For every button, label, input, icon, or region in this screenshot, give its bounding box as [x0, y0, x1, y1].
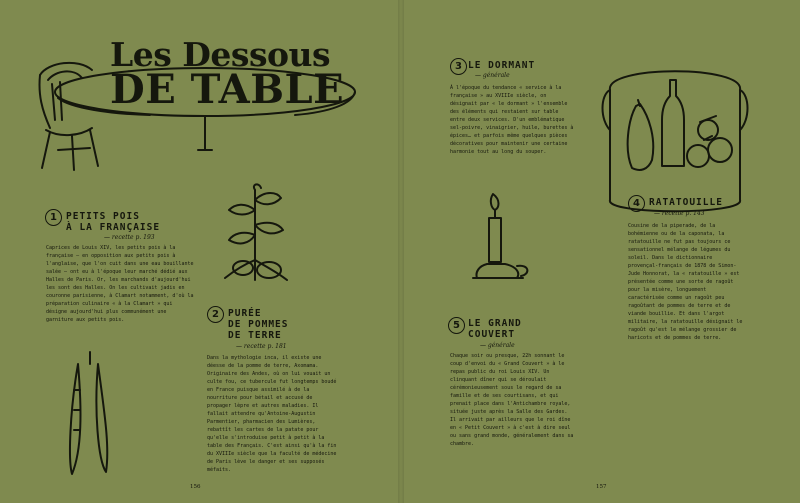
- section-number-badge: 1: [45, 209, 62, 226]
- section-number-badge: 4: [628, 195, 645, 212]
- potato-plant-illustration: [215, 180, 295, 290]
- page-number-left: 156: [190, 484, 201, 490]
- vegetables-illustration: [600, 60, 750, 220]
- candle-illustration: [465, 180, 535, 290]
- section-heading: LE DORMANT: [468, 60, 536, 71]
- section-body-text: Dans la mythologie inca, il existe une déesse de la pomme de terre, Axomama. Originaire des Andes, où on lui vouait un culte fou, ce tubercule fut longtemps boudé en France puisque assimilé à de la nourriture pour bétail et accusé de propager lèpre et autres maladies. Il fallait attendre qu'Antoine-Augustin Parmentier, pharmacien des Lumières, rebattît les cartes de la patate pour qu'elle s'introduise petit à petit à la table des Français. C'est ainsi qu'à la fin du XVIIIe siècle que la faculté de médecine de Paris lève le danger et ses supposés méfaits.: [207, 355, 337, 473]
- section-subtitle: — recette p. 181: [236, 343, 287, 350]
- section-heading: LE GRAND COUVERT: [468, 318, 522, 340]
- page-title-line1: Les Dessous: [110, 35, 331, 74]
- section-body-text: Cousine de la piperade, de la bohémienne ou de la caponata, la ratatouille ne fut pas toujours ce sensationnel mélange de légumes du soleil. Dans le dictionnaire provençal-français de 1878 de Simon-Jude Honnorat, la « ratatouille » est présentée comme une sorte de ragoût pour la misère, longuement caractérisée comme un ragoût peu ragoûtant de pommes de terre et de viande bouillie. Et dans l'argot militaire, la ratatouille désignait le ragoût qu'est le mélange grossier de haricots et de pommes de terre.: [628, 223, 743, 341]
- section-number-badge: 3: [450, 58, 467, 75]
- section-number-badge: 5: [448, 317, 465, 334]
- section-number-badge: 2: [207, 306, 224, 323]
- section-body-text: Caprices de Louis XIV, les petits pois à la française – en opposition aux petits pois à l'anglaise, que l'on cuit dans une eau bouillante salée – ont eu à l'époque leur marché dédié aux Halles de Paris. Or, les marchands d'aujourd'hui les sont des Halles. On les cultivait jadis en couronne parisienne, à Clamart notamment, d'où la préparation culinaire « à la Clamart » qui désigne aujourd'hui plus communément une garniture aux petits pois.: [46, 245, 194, 323]
- pea-pod-illustration: [60, 350, 120, 480]
- section-subtitle: — recette p. 143: [654, 210, 705, 217]
- section-body-text: À l'époque du tendance « service à la française » au XVIIIe siècle, on désignait par « le dormant » l'ensemble des éléments qui restaient sur table entre deux services. D'un emblématique sel-poivre, vinaigrier, huile, burettes à épices… et parfois même quelques pièces décoratives pour maintenir une certaine harmonie tout au long du souper.: [450, 85, 574, 155]
- section-subtitle: — recette p. 193: [104, 234, 155, 241]
- page-number-right: 157: [596, 484, 607, 490]
- section-subtitle: — générale: [475, 72, 510, 79]
- section-heading: RATATOUILLE: [649, 197, 723, 208]
- page-title-line2: DE TABLE: [110, 66, 345, 113]
- section-heading: PURÉE DE POMMES DE TERRE: [228, 308, 289, 341]
- section-subtitle: — générale: [480, 342, 515, 349]
- section-body-text: Chaque soir ou presque, 22h sonnant le coup d'envoi du « Grand Couvert » à le repas public du roi Louis XIV. Un clinquant dîner qui se déroulait cérémonieusement sous le regard de sa famille et de ses courtisans, et qui prenait place dans l'Antichambre royale, située juste après la Salle des Gardes. Il arrivait par ailleurs que le roi dîne en « Petit Couvert » à c'est à dire seul ou sans grand monde, généralement dans sa chambre.: [450, 353, 574, 447]
- section-heading: PETITS POIS À LA FRANÇAISE: [66, 211, 161, 233]
